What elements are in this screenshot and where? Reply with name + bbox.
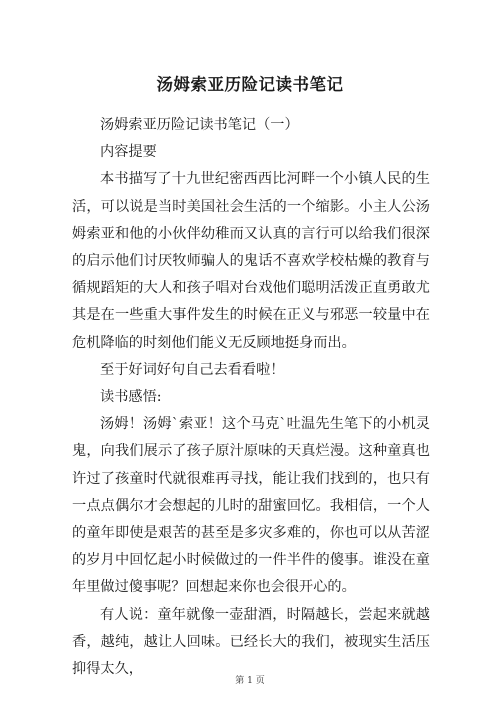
paragraph-reflection: 汤姆！汤姆`索亚！这个马克`吐温先生笔下的小机灵鬼，向我们展示了孩子原汁原味的天真烂漫。这种童真也许过了孩童时代就很难再寻找，能让我们找到的，也只有一点点偶尔才会想起的儿时的甜蜜回忆。我相信，一个人的童年即使是艰苦的甚至是多灾多难的，你也可以从苦涩的岁月中回忆起小时候做过的一件半件的傻事。谁没在童年里做过傻事呢？回想起来你也会很开心的。 — [72, 416, 430, 596]
paragraph-note: 至于好词好句自己去看看啦！ — [100, 361, 285, 378]
section-heading: 汤姆索亚历险记读书笔记（一） — [100, 117, 299, 133]
subheading-reflection: 读书感悟: — [100, 389, 162, 406]
document-body — [72, 112, 430, 683]
paragraph-childhood: 有人说：童年就像一壶甜酒，时隔越长，尝起来就越香，越纯，越让人回味。已经长大的我们，被现实生活压抑得太久， — [72, 606, 430, 678]
paragraph-summary: 本书描写了十九世纪密西西比河畔一个小镇人民的生活，可以说是当时美国社会生活的一个缩影。小主人公汤姆索亚和他的小伙伴幼稚而又认真的言行可以给我们很深的启示他们讨厌牧师骗人的鬼话不喜欢学校枯燥的教育与循规蹈矩的大人和孩子唱对台戏他们聪明活泼正直勇敢尤其是在一些重大事件发生的时候在正义与邪恶一较量中在危机降临的时刻他们能义无反顾地挺身而出。 — [72, 171, 430, 351]
page-number: 第 1 页 — [235, 676, 265, 686]
subheading-summary: 内容提要 — [100, 144, 157, 161]
document-title: 汤姆索亚历险记读书笔记 — [156, 75, 344, 94]
